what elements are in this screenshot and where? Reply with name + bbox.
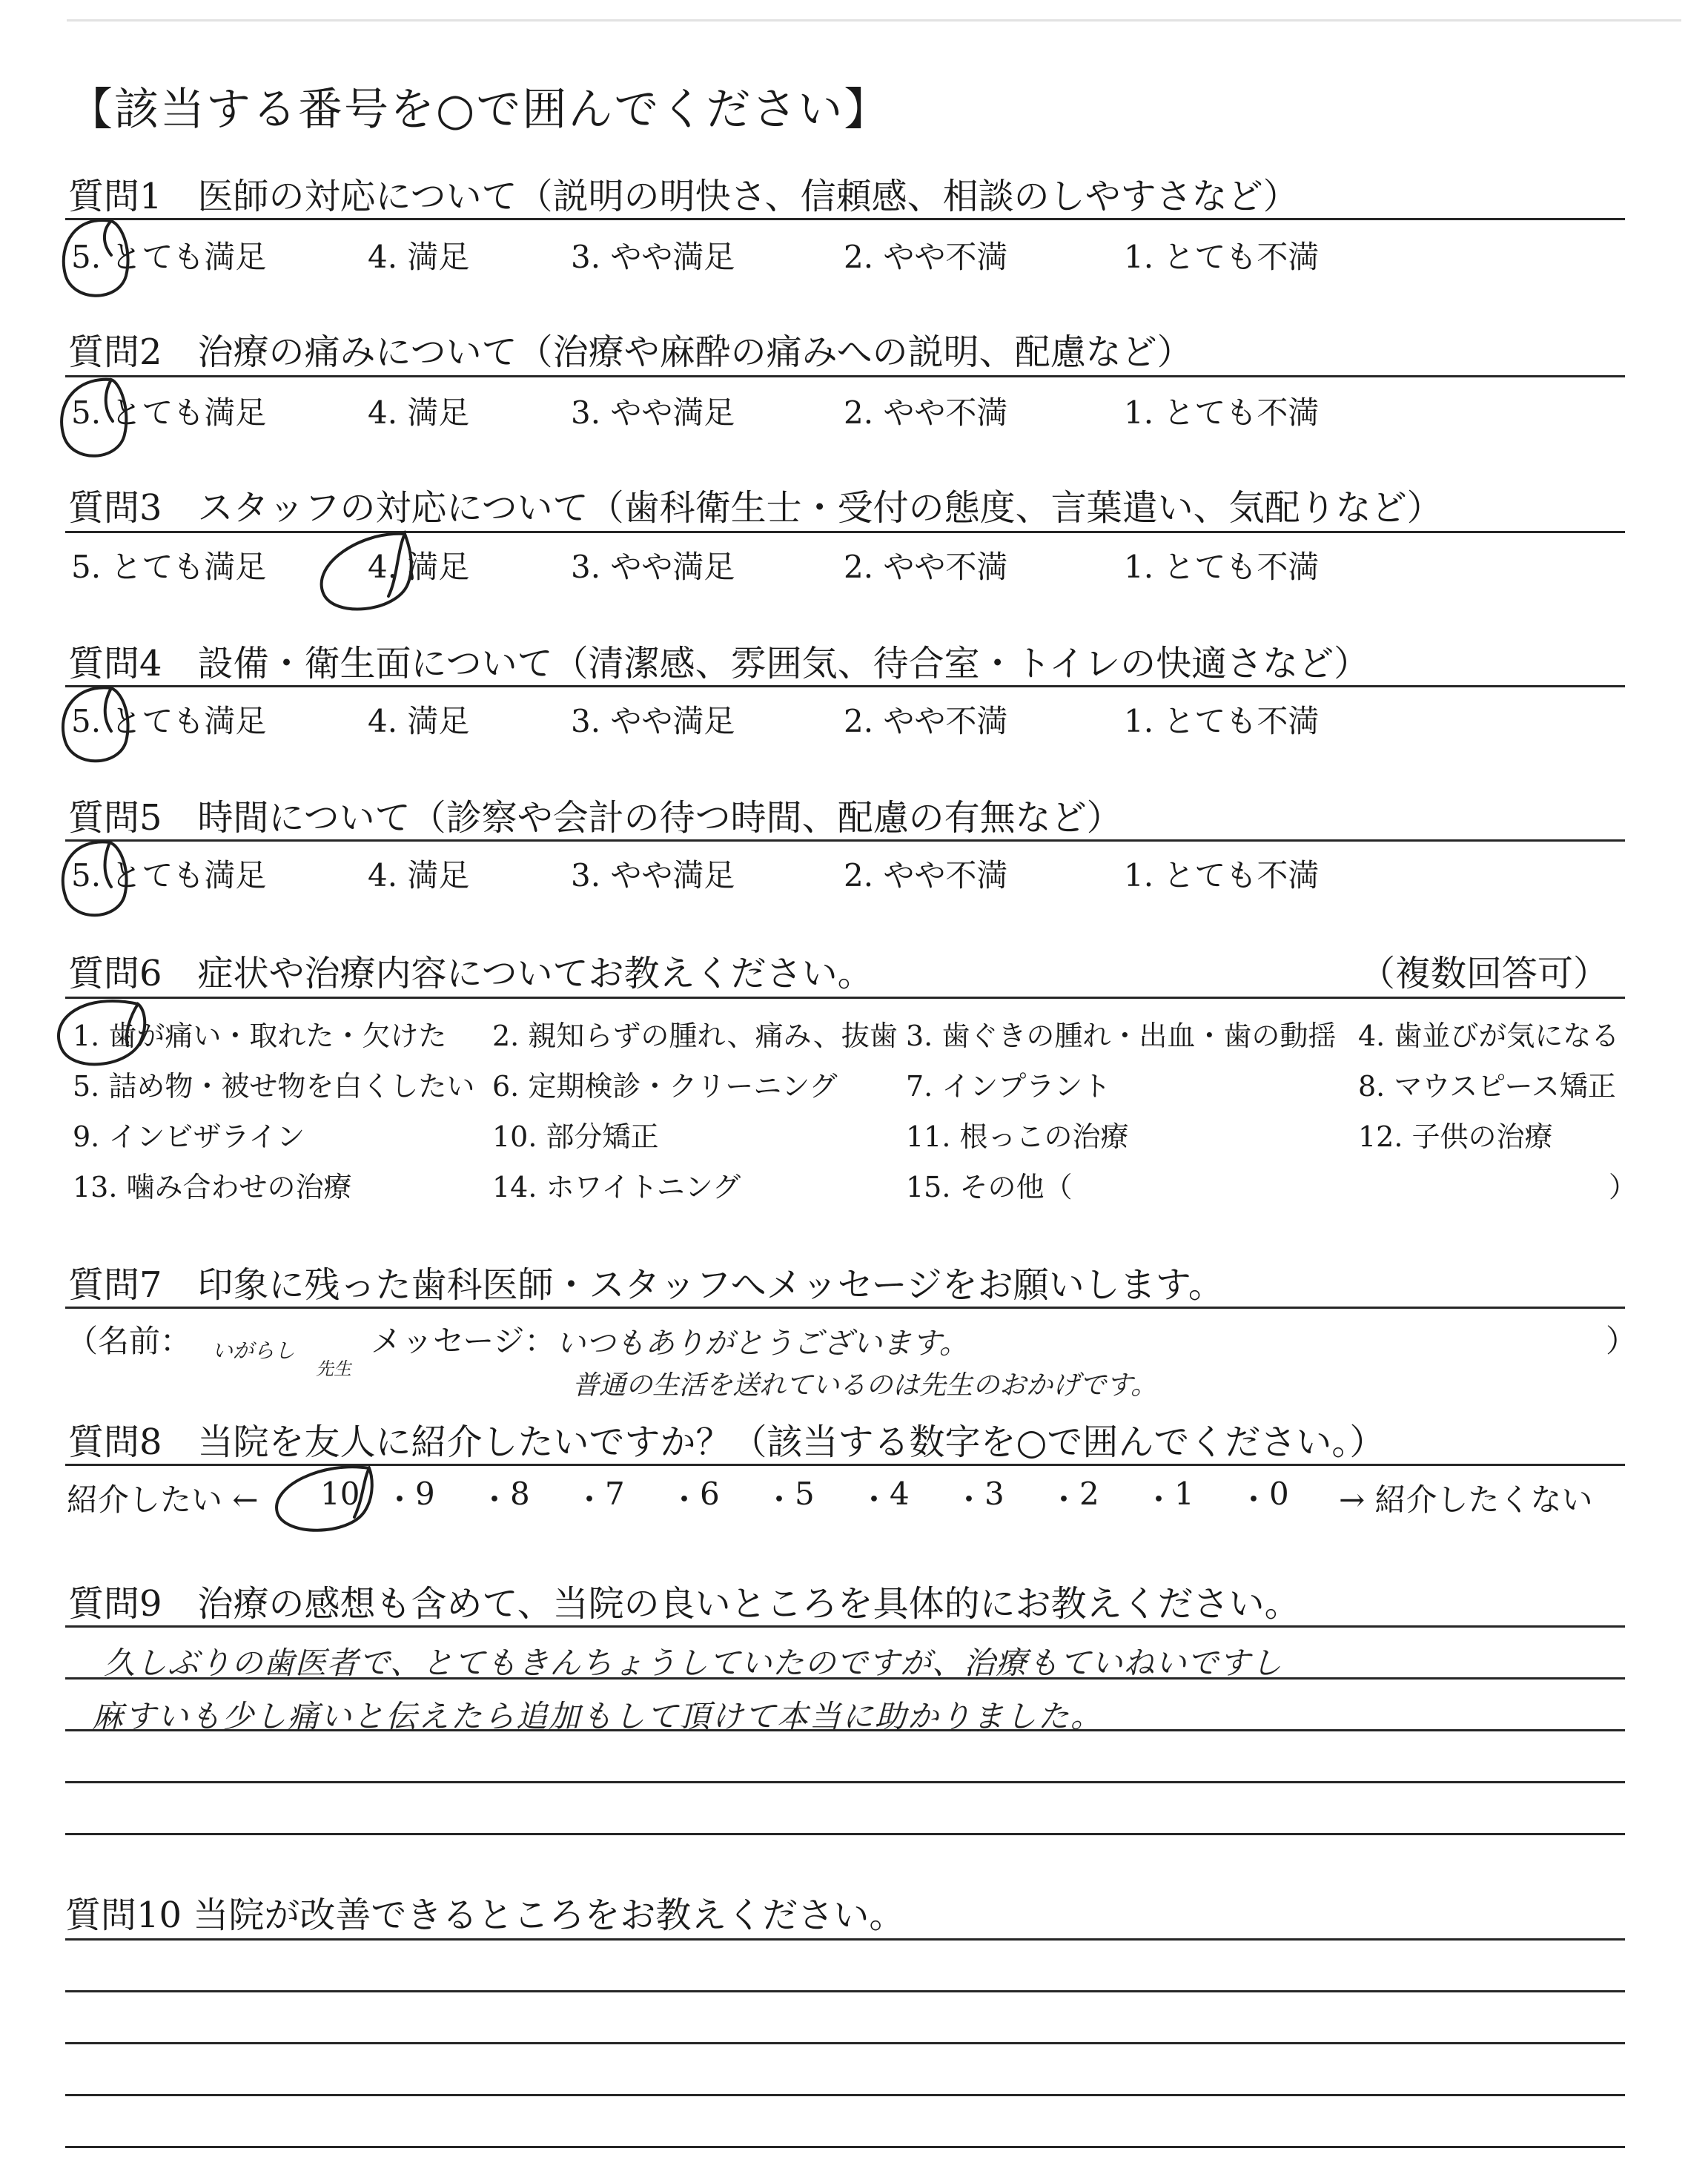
- q3-option-5[interactable]: 5. とても満足: [71, 549, 267, 585]
- q6-item-9[interactable]: 9. インビザライン: [73, 1120, 305, 1153]
- q8-scale-value-6[interactable]: 6: [700, 1476, 720, 1512]
- q6-item-3[interactable]: 3. 歯ぐきの腫れ・出血・歯の動揺: [906, 1020, 1337, 1052]
- q5-option-1[interactable]: 1. とても不満: [1124, 857, 1320, 894]
- q7-close-paren: ）: [1606, 1323, 1638, 1359]
- question-4-rule: [65, 685, 1625, 687]
- question-5-title: 質問5 時間について（診察や会計の待つ時間、配慮の有無など）: [68, 797, 1122, 839]
- question-8-rule: [65, 1464, 1625, 1466]
- q6-item-8[interactable]: 8. マウスピース矯正: [1358, 1070, 1616, 1103]
- q7-message-label: メッセージ：: [371, 1323, 556, 1359]
- q6-item-12[interactable]: 12. 子供の治療: [1358, 1120, 1553, 1153]
- q8-scale-value-5[interactable]: 5: [795, 1476, 815, 1512]
- q8-scale-value-10[interactable]: 10: [320, 1476, 360, 1512]
- question-10-rule: [65, 1938, 1625, 1941]
- q1-option-4[interactable]: 4. 満足: [368, 239, 470, 275]
- q8-scale-value-3[interactable]: 3: [984, 1476, 1004, 1512]
- q8-scale-value-7[interactable]: 7: [605, 1476, 625, 1512]
- q2-option-2[interactable]: 2. やや不満: [844, 394, 1008, 431]
- q6-item-14[interactable]: 14. ホワイトニング: [492, 1171, 741, 1203]
- q7-name-handwritten[interactable]: いがらし: [212, 1338, 296, 1363]
- q9-answer-handwritten-line2[interactable]: 麻すいも少し痛いと伝えたら追加もして頂けて本当に助かりました。: [92, 1698, 1104, 1734]
- q2-option-4[interactable]: 4. 満足: [368, 394, 470, 431]
- question-6-title: 質問6 症状や治療内容についてお教えください。: [68, 953, 873, 994]
- q6-item-6[interactable]: 6. 定期検診・クリーニング: [492, 1070, 838, 1103]
- q6-item-4[interactable]: 4. 歯並びが気になる: [1358, 1020, 1620, 1052]
- q6-item-10[interactable]: 10. 部分矯正: [492, 1120, 659, 1153]
- q8-scale-separator: ・: [858, 1482, 890, 1518]
- q8-scale-separator: ・: [479, 1482, 511, 1518]
- q10-answer-line-2: [65, 2042, 1625, 2044]
- q6-item-5[interactable]: 5. 詰め物・被せ物を白くしたい: [73, 1070, 475, 1103]
- q7-name-suffix-handwritten: 先生: [316, 1358, 351, 1379]
- question-2-rule: [65, 375, 1625, 377]
- q5-option-2[interactable]: 2. やや不満: [844, 857, 1008, 894]
- q5-option-4[interactable]: 4. 満足: [368, 857, 470, 894]
- question-3-title: 質問3 スタッフの対応について（歯科衛生士・受付の態度、言葉遣い、気配りなど）: [68, 487, 1443, 529]
- q2-option-1[interactable]: 1. とても不満: [1124, 394, 1320, 431]
- q6-item-1[interactable]: 1. 歯が痛い・取れた・欠けた: [73, 1020, 447, 1052]
- q8-scale-separator: ・: [1048, 1482, 1080, 1518]
- question-5-rule: [65, 839, 1625, 842]
- q8-scale-separator: ・: [1238, 1482, 1270, 1518]
- question-6-note: （複数回答可）: [1360, 953, 1609, 994]
- q6-item-11[interactable]: 11. 根っこの治療: [906, 1120, 1129, 1153]
- q7-message-handwritten-line1[interactable]: いつもありがとうございます。: [556, 1327, 969, 1361]
- q6-item-15-close-paren: ）: [1609, 1171, 1638, 1203]
- q6-item-2[interactable]: 2. 親知らずの腫れ、痛み、抜歯: [492, 1020, 898, 1052]
- q4-option-5[interactable]: 5. とても満足: [71, 703, 267, 739]
- q9-answer-line-4: [65, 1833, 1625, 1835]
- question-10-title: 質問10 当院が改善できるところをお教えください。: [65, 1895, 905, 1936]
- q8-scale-separator: ・: [953, 1482, 985, 1518]
- question-9-rule: [65, 1625, 1625, 1628]
- q4-option-1[interactable]: 1. とても不満: [1124, 703, 1320, 739]
- q8-scale-separator: ・: [1143, 1482, 1175, 1518]
- q3-option-1[interactable]: 1. とても不満: [1124, 549, 1320, 585]
- q1-option-1[interactable]: 1. とても不満: [1124, 239, 1320, 275]
- q6-item-13[interactable]: 13. 噛み合わせの治療: [73, 1171, 352, 1203]
- q4-option-2[interactable]: 2. やや不満: [844, 703, 1008, 739]
- q8-scale-value-9[interactable]: 9: [415, 1476, 435, 1512]
- question-7-rule: [65, 1307, 1625, 1309]
- q8-right-label: → 紹介したくない: [1339, 1482, 1593, 1518]
- q4-option-4[interactable]: 4. 満足: [368, 703, 470, 739]
- q3-option-2[interactable]: 2. やや不満: [844, 549, 1008, 585]
- q7-message-handwritten-line2[interactable]: 普通の生活を送れているのは先生のおかげです。: [572, 1370, 1158, 1401]
- question-7-title: 質問7 印象に残った歯科医師・スタッフへメッセージをお願いします。: [68, 1264, 1224, 1306]
- q2-option-3[interactable]: 3. やや満足: [571, 394, 735, 431]
- question-2-title: 質問2 治療の痛みについて（治療や麻酔の痛みへの説明、配慮など）: [68, 331, 1193, 373]
- q6-item-15[interactable]: 15. その他（: [906, 1171, 1073, 1203]
- q8-scale-value-1[interactable]: 1: [1174, 1476, 1194, 1512]
- q8-scale-separator: ・: [384, 1482, 416, 1518]
- q8-scale-separator: ・: [764, 1482, 795, 1518]
- q5-option-3[interactable]: 3. やや満足: [571, 857, 735, 894]
- question-1-rule: [65, 218, 1625, 220]
- scan-top-edge: [67, 19, 1681, 22]
- q3-option-3[interactable]: 3. やや満足: [571, 549, 735, 585]
- q8-scale-value-4[interactable]: 4: [890, 1476, 910, 1512]
- q1-option-5[interactable]: 5. とても満足: [71, 239, 267, 275]
- q10-answer-line-4: [65, 2146, 1625, 2148]
- question-1-title: 質問1 医師の対応について（説明の明快さ、信頼感、相談のしやすさなど）: [68, 176, 1299, 217]
- question-4-title: 質問4 設備・衛生面について（清潔感、雰囲気、待合室・トイレの快適さなど）: [68, 643, 1370, 684]
- q8-left-label: 紹介したい ←: [67, 1482, 259, 1518]
- q8-scale-value-8[interactable]: 8: [510, 1476, 530, 1512]
- q2-option-5[interactable]: 5. とても満足: [71, 394, 267, 431]
- q7-name-label: （名前：: [67, 1323, 192, 1359]
- q8-scale-separator: ・: [574, 1482, 606, 1518]
- question-9-title: 質問9 治療の感想も含めて、当院の良いところを具体的にお教えください。: [68, 1583, 1300, 1625]
- question-8-title: 質問8 当院を友人に紹介したいですか？（該当する数字を○で囲んでください。）: [68, 1421, 1386, 1463]
- q8-scale-value-2[interactable]: 2: [1079, 1476, 1099, 1512]
- q9-answer-handwritten-line1[interactable]: 久しぶりの歯医者で、とてもきんちょうしていたのですが、治療もていねいですし: [104, 1645, 1283, 1681]
- q1-option-3[interactable]: 3. やや満足: [571, 239, 735, 275]
- form-heading: 【該当する番号を○で囲んでください】: [68, 84, 890, 136]
- q5-option-5[interactable]: 5. とても満足: [71, 857, 267, 894]
- q10-answer-line-3: [65, 2094, 1625, 2096]
- q8-scale-value-0[interactable]: 0: [1269, 1476, 1289, 1512]
- q4-option-3[interactable]: 3. やや満足: [571, 703, 735, 739]
- q1-option-2[interactable]: 2. やや不満: [844, 239, 1008, 275]
- question-6-rule: [65, 997, 1625, 999]
- q6-item-7[interactable]: 7. インプラント: [906, 1070, 1111, 1103]
- q8-scale-separator: ・: [669, 1482, 701, 1518]
- q9-answer-line-3: [65, 1781, 1625, 1783]
- q3-option-4[interactable]: 4. 満足: [368, 549, 470, 585]
- question-3-rule: [65, 531, 1625, 533]
- q10-answer-line-1: [65, 1990, 1625, 1992]
